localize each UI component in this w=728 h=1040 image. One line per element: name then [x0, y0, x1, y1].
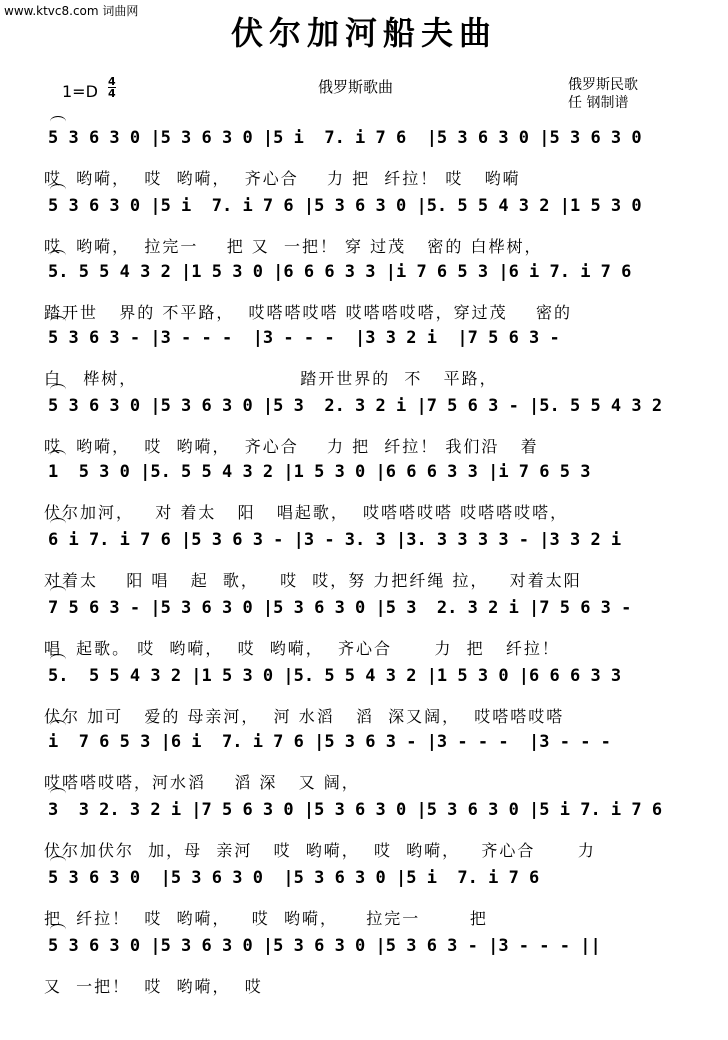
- lyrics-line: 伏尔加伏尔 加，母 亲河 哎 哟嗬， 哎 哟嗬， 齐心合 力: [44, 841, 596, 860]
- slur-mark: [50, 654, 66, 665]
- score-system: [0, 722, 728, 798]
- time-signature: [108, 76, 116, 99]
- score-system: [0, 588, 728, 664]
- lyrics-line: 哎 哟嗬， 哎 哟嗬， 齐心合 力 把 纤拉！ 我们沿 着: [44, 437, 539, 456]
- slur-mark: [50, 720, 66, 731]
- notation-line: 7 5 6 3 - |5 3 6 3 0 |5 3 6 3 0 |5 3 2. 3 2 i |7 5 6 3 -: [48, 598, 632, 618]
- notation-line: 1 5 3 0 |5. 5 5 4 3 2 |1 5 3 0 |6 6 6 3 3 |i 7 6 5 3: [48, 462, 591, 482]
- notation-line: 3 3 2. 3 2 i |7 5 6 3 0 |5 3 6 3 0 |5 3 6 3 0 |5 i 7. i 7 6: [48, 800, 663, 820]
- notation-line: 5 3 6 3 0 |5 3 6 3 0 |5 3 2. 3 2 i |7 5 6 3 - |5. 5 5 4 3 2: [48, 396, 663, 416]
- score-system: [0, 858, 728, 934]
- lyrics-line: 踏开世 界的 不平路， 哎嗒嗒哎嗒 哎嗒嗒哎嗒，穿过茂 密的: [44, 303, 572, 322]
- score-system: [0, 318, 728, 394]
- notation-line: 5 3 6 3 0 |5 3 6 3 0 |5 3 6 3 0 |5 3 6 3 - |3 - - - ||: [48, 936, 601, 956]
- slur-mark: [50, 116, 66, 127]
- slur-mark: [50, 518, 66, 529]
- score-system: [0, 520, 728, 596]
- lyrics-line: 哎 哟嗬， 拉完一 把 又 一把！ 穿 过茂 密的 白桦树，: [44, 237, 543, 256]
- score-system: [0, 926, 728, 1002]
- slur-mark: [50, 586, 66, 597]
- score-system: [0, 790, 728, 866]
- notation-line: i 7 6 5 3 |6 i 7. i 7 6 |5 3 6 3 - |3 - - - |3 - - -: [48, 732, 611, 752]
- notation-line: 6 i 7. i 7 6 |5 3 6 3 - |3 - 3. 3 |3. 3 3 3 3 - |3 3 2 i: [48, 530, 622, 550]
- credit-origin: 俄罗斯民歌: [568, 77, 638, 93]
- lyrics-line: 又 一把！ 哎 哟嗬， 哎: [44, 977, 263, 996]
- score-system: [0, 386, 728, 462]
- score-system: [0, 118, 728, 194]
- time-signature-bottom: 4: [108, 87, 116, 100]
- score-system: [0, 656, 728, 732]
- lyrics-line: 伏尔加河， 对 着太 阳 唱起歌， 哎嗒嗒哎嗒 哎嗒嗒哎嗒，: [44, 503, 569, 522]
- slur-mark: [50, 450, 66, 461]
- slur-mark: [50, 924, 66, 935]
- notation-line: 5 3 6 3 0 |5 3 6 3 0 |5 3 6 3 0 |5 i 7. i 7 6: [48, 868, 540, 888]
- subtitle: 俄罗斯歌曲: [318, 78, 394, 96]
- time-signature-top: 4: [108, 75, 116, 88]
- score-system: [0, 252, 728, 328]
- lyrics-line: 把 纤拉！ 哎 哟嗬， 哎 哟嗬， 拉完一 把: [44, 909, 488, 928]
- song-title: 伏尔加河船夫曲: [230, 14, 497, 52]
- lyrics-line: 伏尔 加可 爱的 母亲河， 河 水滔 滔 深又阔， 哎嗒嗒哎嗒: [44, 707, 565, 726]
- lyrics-line: 对着太 阳 唱 起 歌， 哎 哎，努 力把纤绳 拉， 对着太阳: [44, 571, 582, 590]
- slur-mark: [50, 856, 66, 867]
- notation-line: 5 3 6 3 0 |5 3 6 3 0 |5 i 7. i 7 6 |5 3 6 3 0 |5 3 6 3 0: [48, 128, 652, 148]
- slur-mark: [50, 316, 66, 327]
- key-signature: 1=D: [62, 82, 98, 101]
- notation-line: 5 3 6 3 0 |5 i 7. i 7 6 |5 3 6 3 0 |5. 5 5 4 3 2 |1 5 3 0: [48, 196, 642, 216]
- slur-mark: [50, 250, 66, 261]
- lyrics-line: 白 桦树， 踏开世界的 不 平路，: [44, 369, 498, 388]
- slur-mark: [50, 384, 66, 395]
- notation-line: 5. 5 5 4 3 2 |1 5 3 0 |5. 5 5 4 3 2 |1 5 3 0 |6 6 6 3 3: [48, 666, 622, 686]
- score-system: [0, 186, 728, 262]
- lyrics-line: 哎 哟嗬， 哎 哟嗬， 齐心合 力 把 纤拉！ 哎 哟嗬: [44, 169, 521, 188]
- credit-transcriber: 任 钢制谱: [568, 95, 629, 111]
- lyrics-line: 唱 起歌。 哎 哟嗬， 哎 哟嗬， 齐心合 力 把 纤拉！: [44, 639, 560, 658]
- slur-mark: [50, 184, 66, 195]
- score-system: [0, 452, 728, 528]
- slur-mark: [50, 788, 66, 799]
- notation-line: 5. 5 5 4 3 2 |1 5 3 0 |6 6 6 3 3 |i 7 6 5 3 |6 i 7. i 7 6: [48, 262, 632, 282]
- lyrics-line: 哎嗒嗒哎嗒，河水滔 滔 深 又 阔，: [44, 773, 360, 792]
- watermark: www.ktvc8.com 词曲网: [4, 4, 139, 18]
- notation-line: 5 3 6 3 - |3 - - - |3 - - - |3 3 2 i |7 5 6 3 -: [48, 328, 560, 348]
